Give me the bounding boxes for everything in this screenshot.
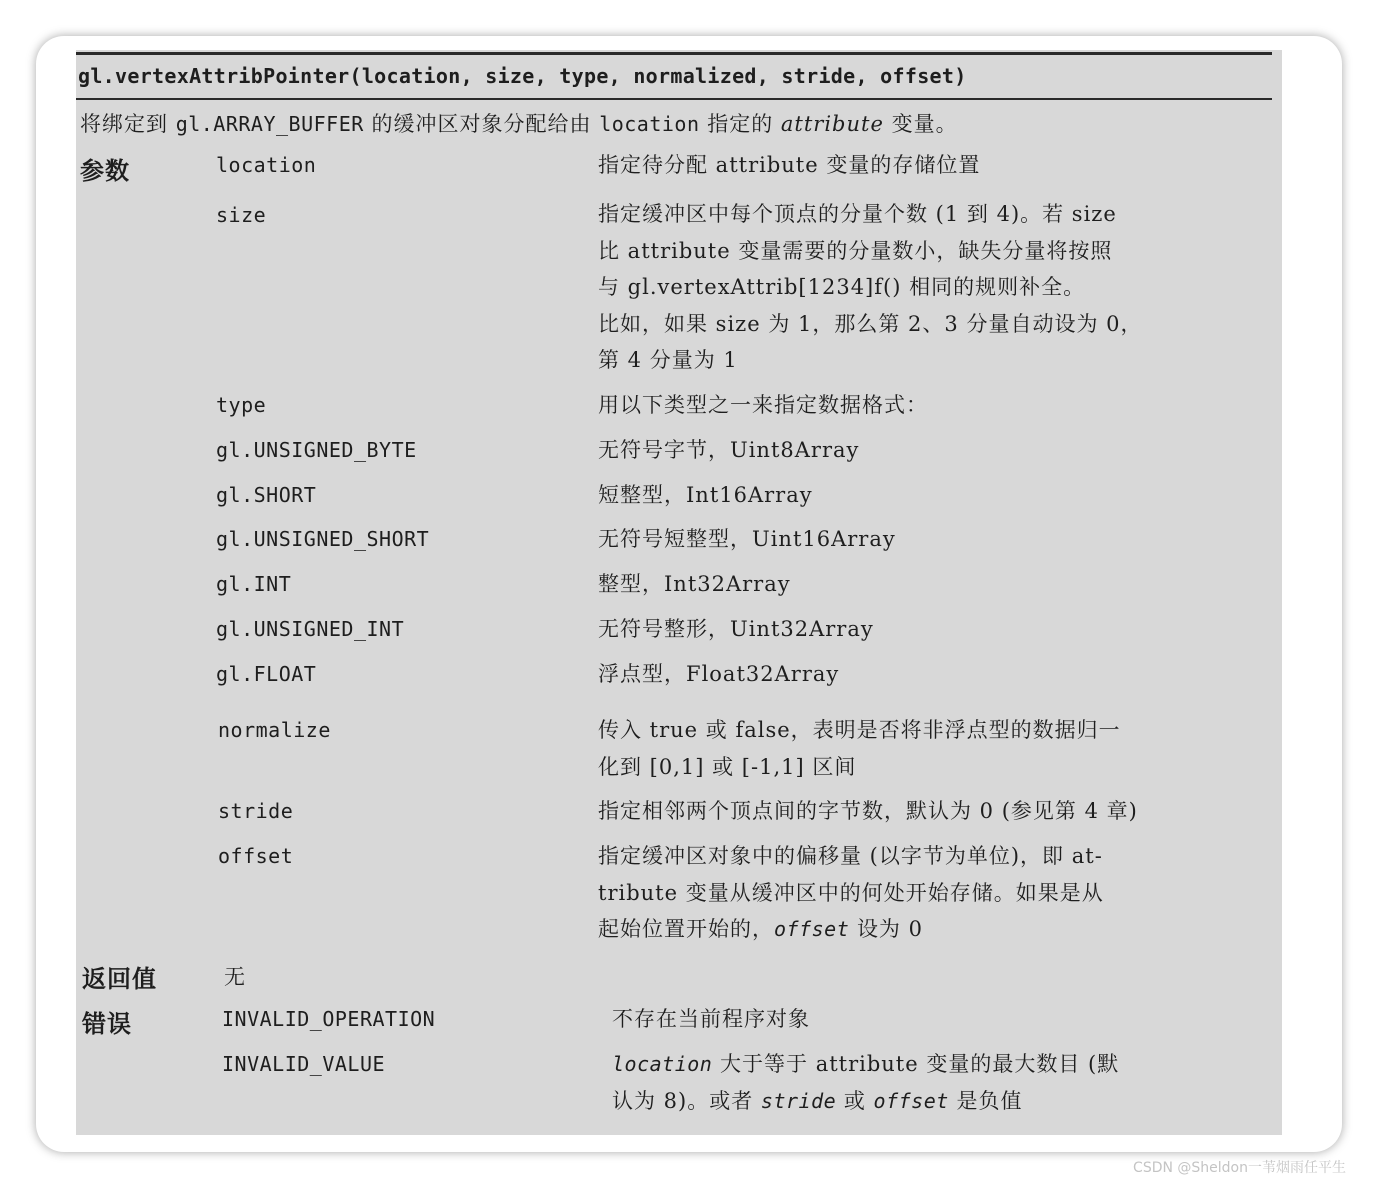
params-heading: 参数 (80, 157, 130, 185)
param-name-stride: stride (218, 799, 294, 823)
param-name-normalize: normalize (218, 718, 331, 742)
type-desc-int: 整型，Int32Array (598, 572, 791, 596)
csdn-watermark: CSDN @Sheldon一苇烟雨任平生 (1133, 1160, 1346, 1176)
error-name-invalid-operation: INVALID_OPERATION (222, 1007, 436, 1031)
type-name-unsigned-byte: gl.UNSIGNED_BYTE (216, 438, 417, 462)
type-desc-unsigned-short: 无符号短整型，Uint16Array (598, 527, 896, 551)
param-desc-size: 指定缓冲区中每个顶点的分量个数 (1 到 4)。若 size 比 attribute 变量需要的分量数小，缺失分量将按照 与 gl.vertexAttrib[1234]f() 相同的规则补全。 比如，如果 size 为 1，那么第 2、3 分量自动设为 0， 第 4 分量为 1 (598, 202, 1143, 373)
param-name-location: location (216, 153, 317, 177)
param-desc-stride: 指定相邻两个顶点间的字节数，默认为 0 (参见第 4 章) (598, 799, 1138, 823)
return-value: 无 (224, 965, 246, 989)
api-reference-page (76, 50, 1282, 1135)
type-name-int: gl.INT (216, 572, 292, 596)
error-desc-invalid-value: location 大于等于 attribute 变量的最大数目 (默 认为 8)。或者 stride 或 offset 是负值 (612, 1052, 1120, 1113)
param-name-size: size (216, 203, 267, 227)
return-heading: 返回值 (82, 965, 157, 993)
param-desc-location: 指定待分配 attribute 变量的存储位置 (598, 153, 981, 177)
type-desc-unsigned-int: 无符号整形，Uint32Array (598, 617, 874, 641)
type-name-short: gl.SHORT (216, 483, 317, 507)
param-desc-offset: 指定缓冲区对象中的偏移量 (以字节为单位)，即 at- tribute 变量从缓冲区中的何处开始存储。如果是从 起始位置开始的，offset 设为 0 (598, 844, 1104, 942)
type-name-unsigned-int: gl.UNSIGNED_INT (216, 617, 405, 641)
param-name-offset: offset (218, 844, 294, 868)
errors-heading: 错误 (82, 1010, 132, 1038)
param-desc-normalize: 传入 true 或 false，表明是否将非浮点型的数据归一 化到 [0,1] 或 [-1,1] 区间 (598, 718, 1121, 779)
function-summary: 将绑定到 gl.ARRAY_BUFFER 的缓冲区对象分配给由 location 指定的 attribute 变量。 (80, 112, 958, 136)
type-name-unsigned-short: gl.UNSIGNED_SHORT (216, 527, 430, 551)
signature-rule (76, 98, 1272, 100)
error-name-invalid-value: INVALID_VALUE (222, 1052, 386, 1076)
param-desc-type: 用以下类型之一来指定数据格式： (598, 393, 928, 417)
error-desc-invalid-operation: 不存在当前程序对象 (612, 1007, 810, 1031)
top-rule (76, 52, 1272, 55)
function-signature: gl.vertexAttribPointer(location, size, type, normalized, stride, offset) (78, 64, 967, 88)
type-desc-short: 短整型，Int16Array (598, 483, 813, 507)
type-desc-float: 浮点型，Float32Array (598, 662, 840, 686)
param-name-type: type (216, 393, 267, 417)
type-name-float: gl.FLOAT (216, 662, 317, 686)
type-desc-unsigned-byte: 无符号字节，Uint8Array (598, 438, 860, 462)
